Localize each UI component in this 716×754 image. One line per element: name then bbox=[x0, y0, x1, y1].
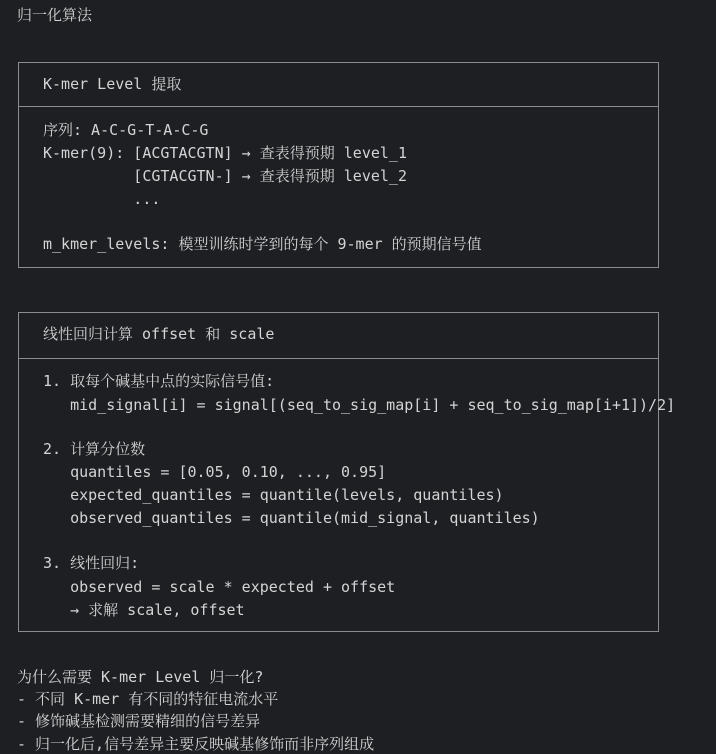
footer-question: 为什么需要 K-mer Level 归一化? bbox=[17, 668, 264, 686]
kmer-level-box bbox=[18, 62, 659, 268]
box2-line-7: observed_quantiles = quantile(mid_signal, quantiles) bbox=[43, 509, 540, 527]
box2-line-6: expected_quantiles = quantile(levels, quantiles) bbox=[43, 486, 504, 504]
box1-line-4: ... bbox=[43, 190, 161, 208]
kmer-level-box-header: K-mer Level 提取 bbox=[43, 75, 182, 93]
box1-line-1: 序列: A-C-G-T-A-C-G bbox=[43, 121, 209, 139]
box2-line-10: observed = scale * expected + offset bbox=[43, 578, 396, 596]
footer-bullet-3: - 归一化后,信号差异主要反映碱基修饰而非序列组成 bbox=[17, 735, 375, 753]
box2-line-11: → 求解 scale, offset bbox=[43, 601, 245, 619]
box2-line-2: mid_signal[i] = signal[(seq_to_sig_map[i] + seq_to_sig_map[i+1])/2] bbox=[43, 396, 676, 414]
box2-line-4: 2. 计算分位数 bbox=[43, 440, 146, 458]
box1-line-6: m_kmer_levels: 模型训练时学到的每个 9-mer 的预期信号值 bbox=[43, 235, 482, 253]
linear-regression-box-header: 线性回归计算 offset 和 scale bbox=[43, 325, 275, 343]
box2-line-1: 1. 取每个碱基中点的实际信号值: bbox=[43, 372, 275, 390]
footer-bullet-1: - 不同 K-mer 有不同的特征电流水平 bbox=[17, 690, 279, 708]
box2-line-9: 3. 线性回归: bbox=[43, 554, 140, 572]
linear-regression-box bbox=[18, 312, 676, 632]
box-divider bbox=[19, 106, 658, 107]
box-divider bbox=[19, 358, 658, 359]
box1-line-3: [CGTACGTN-] → 查表得预期 level_2 bbox=[43, 167, 407, 185]
box2-line-5: quantiles = [0.05, 0.10, ..., 0.95] bbox=[43, 463, 387, 481]
page-title: 归一化算法 bbox=[17, 6, 93, 24]
box1-line-2: K-mer(9): [ACGTACGTN] → 查表得预期 level_1 bbox=[43, 144, 407, 162]
footer-bullet-2: - 修饰碱基检测需要精细的信号差异 bbox=[17, 712, 261, 730]
